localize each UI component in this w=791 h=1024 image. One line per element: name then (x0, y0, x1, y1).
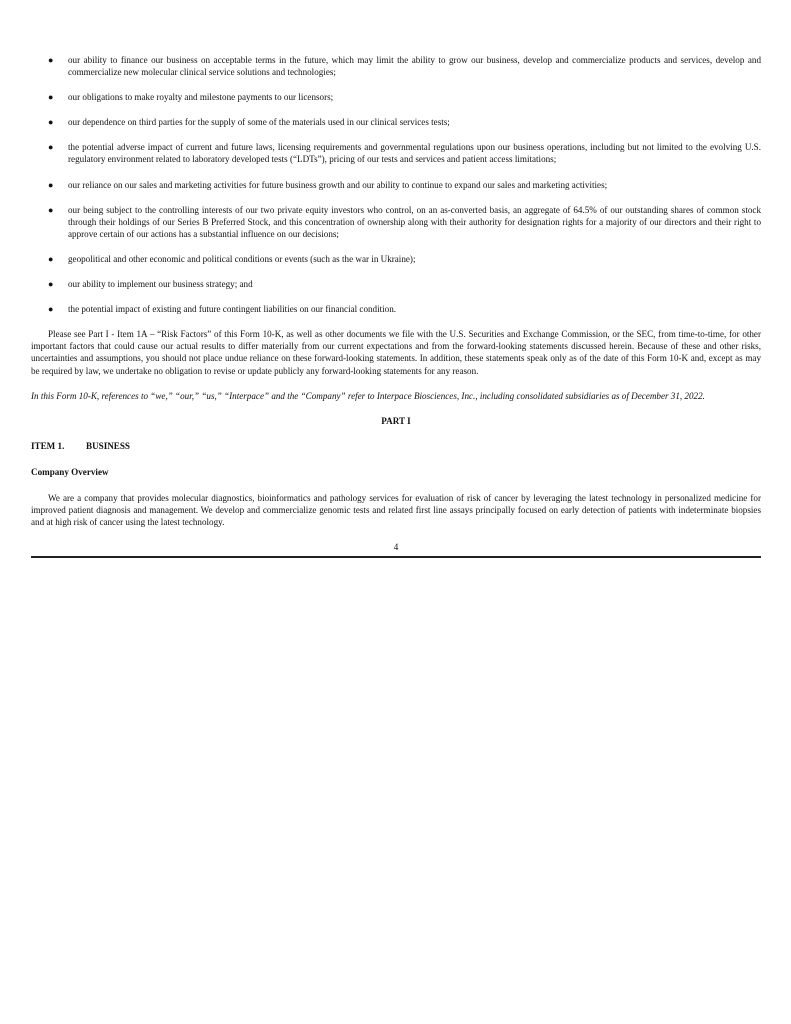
list-item-text: our obligations to make royalty and milestone payments to our licensors; (68, 92, 334, 103)
bullet-icon: ● (48, 179, 54, 190)
document-page (31, 54, 761, 558)
list-item-text: our ability to finance our business on acceptable terms in the future, which may limit the ability to grow our business, develop and commercialize products and services, develop and commercialize new molecular clinical service solutions and technologies; (68, 55, 761, 78)
bullet-icon: ● (48, 253, 54, 264)
bullet-icon: ● (48, 55, 54, 65)
list-item (31, 116, 761, 128)
company-overview-heading: Company Overview (31, 466, 109, 477)
item-number: ITEM 1. (31, 440, 65, 451)
list-item (31, 204, 761, 240)
bullet-icon: ● (48, 142, 54, 153)
definitions-paragraph: In this Form 10-K, references to “we,” “our,” “us,” “Interpace” and the “Company” refer to Interpace Biosciences, Inc., including consolidated subsidiaries as of December 31, 2022. (31, 390, 705, 401)
list-item-text: our being subject to the controlling interests of our two private equity investors who control, on an as-converted basis, an aggregate of 64.5% of our outstanding shares of common stock through their holdings of our Series B Preferred Stock, and this concentration of ownership along with their authority for designation rights for a majority of our directors and their right to approve certain of our actions has a substantial influence on our decisions; (68, 204, 761, 239)
list-item-text: the potential impact of existing and future contingent liabilities on our financial condition. (68, 304, 397, 315)
forward-looking-factors-list (31, 54, 761, 315)
bullet-icon: ● (48, 204, 54, 215)
list-item-text: our ability to implement our business strategy; and (68, 279, 253, 290)
risk-factors-paragraph: Please see Part I - Item 1A – “Risk Factors” of this Form 10-K, as well as other documents we file with the U.S. Securities and Exchange Commission, or the SEC, from time-to-time, for other important factors that could cause our actual results to differ materially from our current expectations and from the forward-looking statements discussed herein. Because of these and other risks, uncertainties and assumptions, you should not place undue reliance on these forward-looking statements. In addition, these statements speak only as of the date of this Form 10-K and, except as may be required by law, we undertake no obligation to revise or update publicly any forward-looking statements for any reason. (31, 329, 761, 376)
list-item (31, 179, 761, 191)
item-heading (31, 440, 761, 452)
bullet-icon: ● (48, 304, 54, 315)
list-item (31, 253, 761, 265)
list-item-text: geopolitical and other economic and political conditions or events (such as the war in Ukraine); (68, 253, 416, 264)
list-item (31, 303, 761, 315)
item-title: BUSINESS (86, 440, 130, 451)
list-item (31, 141, 761, 165)
bullet-icon: ● (48, 117, 54, 128)
list-item-text: the potential adverse impact of current and future laws, licensing requirements and governmental regulations upon our business operations, including but not limited to the evolving U.S. regulatory environment related to laboratory developed tests (“LDTs”), pricing of our tests and services and patient access limitations; (68, 142, 761, 165)
part-title: PART I (381, 415, 411, 426)
list-item-text: our dependence on third parties for the supply of some of the materials used in our clinical services tests; (68, 117, 450, 128)
company-overview-paragraph: We are a company that provides molecular diagnostics, bioinformatics and pathology services for evaluation of risk of cancer by leveraging the latest technology in personalized medicine for improved patient diagnosis and management. We develop and commercialize genomic tests and related first line assays principally focused on early detection of patients with indeterminate biopsies and at high risk of cancer using the latest technology. (31, 492, 761, 528)
bullet-icon: ● (48, 279, 54, 290)
bullet-icon: ● (48, 92, 54, 103)
list-item (31, 54, 761, 78)
list-item (31, 91, 761, 103)
list-item-text: our reliance on our sales and marketing activities for future business growth and our ability to continue to expand our sales and marketing activities; (68, 179, 608, 190)
page-number: 4 (393, 542, 399, 553)
list-item (31, 278, 761, 290)
page-bottom-rule (31, 556, 761, 558)
